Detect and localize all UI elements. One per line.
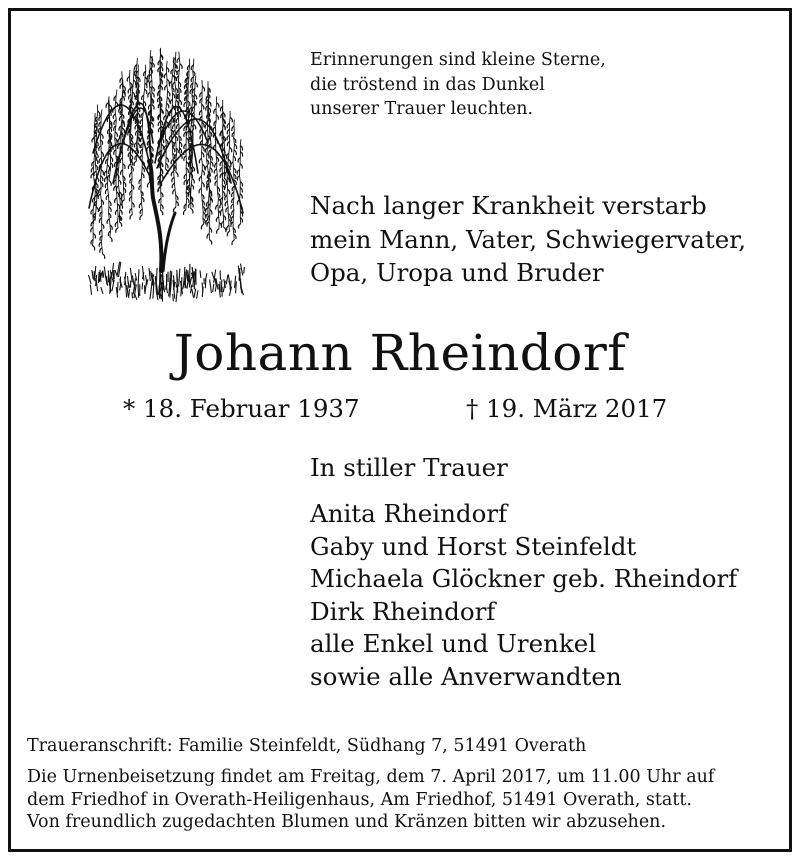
- notice-line: dem Friedhof in Overath-Heiligenhaus, Am Friedhof, 51491 Overath, statt.: [27, 789, 692, 810]
- announcement-line: Nach langer Krankheit verstarb: [310, 191, 707, 220]
- death-announcement: [310, 189, 746, 290]
- mourner-name: alle Enkel und Urenkel: [310, 629, 597, 658]
- funeral-notice: [27, 766, 772, 834]
- poem-line: die tröstend in das Dunkel: [310, 74, 545, 95]
- poem-line: Erinnerungen sind kleine Sterne,: [310, 50, 606, 70]
- weeping-willow-icon: [83, 33, 253, 328]
- mourning-heading: In stiller Trauer: [310, 453, 508, 482]
- mourners-list: [310, 498, 737, 693]
- announcement-line: Opa, Uropa und Bruder: [310, 258, 604, 287]
- mourner-name: Dirk Rheindorf: [310, 596, 496, 626]
- mourner-name: sowie alle Anverwandten: [310, 661, 622, 691]
- mourner-name: Anita Rheindorf: [310, 499, 508, 528]
- mourning-address: Traueranschrift: Familie Steinfeldt, Südhang 7, 51491 Overath: [27, 736, 587, 756]
- birth-date: * 18. Februar 1937: [123, 394, 360, 423]
- announcement-line: mein Mann, Vater, Schwiegervater,: [310, 224, 747, 254]
- obituary-notice: [8, 8, 792, 852]
- mourner-name: Gaby und Horst Steinfeldt: [310, 531, 637, 561]
- memorial-poem: [310, 48, 606, 122]
- poem-line: unserer Trauer leuchten.: [310, 99, 534, 119]
- mourner-name: Michaela Glöckner geb. Rheindorf: [310, 564, 738, 593]
- deceased-name: Johann Rheindorf: [173, 324, 627, 382]
- notice-line: Von freundlich zugedachten Blumen und Kränzen bitten wir abzusehen.: [27, 812, 667, 832]
- notice-line: Die Urnenbeisetzung findet am Freitag, dem 7. April 2017, um 11.00 Uhr auf: [27, 767, 715, 787]
- death-date: † 19. März 2017: [466, 394, 668, 423]
